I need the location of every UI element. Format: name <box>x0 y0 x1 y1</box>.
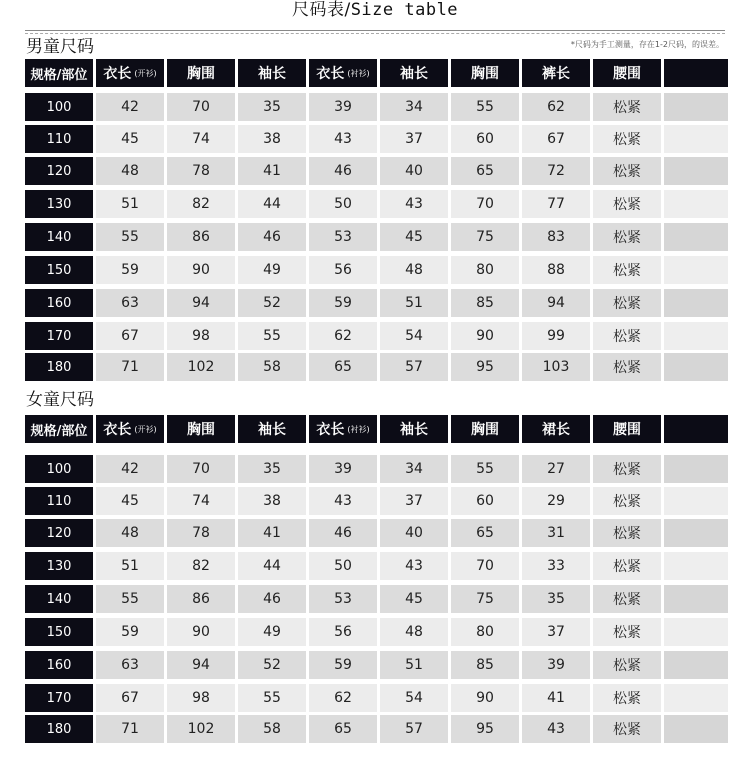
girls-section-title: 女童尺码 <box>26 390 94 410</box>
value-cell: 85 <box>451 651 519 679</box>
value-cell: 43 <box>309 487 377 515</box>
value-cell: 54 <box>380 684 448 712</box>
value-cell: 37 <box>380 125 448 153</box>
value-cell: 松紧 <box>593 223 661 251</box>
value-cell: 松紧 <box>593 684 661 712</box>
girls-header-cell <box>451 415 519 443</box>
value-cell: 松紧 <box>593 618 661 646</box>
blank-cell <box>664 552 728 580</box>
value-cell: 44 <box>238 552 306 580</box>
value-cell: 46 <box>238 223 306 251</box>
value-cell: 60 <box>451 125 519 153</box>
blank-cell <box>664 487 728 515</box>
value-cell: 74 <box>167 487 235 515</box>
value-cell: 52 <box>238 651 306 679</box>
value-cell: 46 <box>309 519 377 547</box>
header-label: 腰围 <box>613 422 641 438</box>
value-cell: 48 <box>96 157 164 185</box>
value-cell: 103 <box>522 353 590 381</box>
blank-cell <box>664 157 728 185</box>
header-label: 袖长 <box>258 66 286 82</box>
value-cell: 86 <box>167 585 235 613</box>
blank-cell <box>664 651 728 679</box>
size-cell: 130 <box>25 190 93 218</box>
value-cell: 松紧 <box>593 125 661 153</box>
value-cell: 95 <box>451 715 519 743</box>
value-cell: 71 <box>96 715 164 743</box>
value-cell: 松紧 <box>593 455 661 483</box>
title-divider-dashed <box>25 33 725 34</box>
value-cell: 70 <box>451 190 519 218</box>
value-cell: 90 <box>167 256 235 284</box>
girls-header-cell <box>238 415 306 443</box>
title-divider <box>25 30 725 31</box>
value-cell: 松紧 <box>593 256 661 284</box>
page-title-cn: 尺码表/ <box>291 0 351 20</box>
header-label: 胸围 <box>471 66 499 82</box>
header-label: 胸围 <box>187 66 215 82</box>
header-label: 裙长 <box>542 422 570 438</box>
value-cell: 88 <box>522 256 590 284</box>
boys-header-cell <box>309 59 377 87</box>
value-cell: 39 <box>309 455 377 483</box>
value-cell: 31 <box>522 519 590 547</box>
value-cell: 松紧 <box>593 585 661 613</box>
value-cell: 55 <box>451 455 519 483</box>
header-label: 裤长 <box>542 66 570 82</box>
size-cell: 120 <box>25 519 93 547</box>
value-cell: 70 <box>167 455 235 483</box>
value-cell: 27 <box>522 455 590 483</box>
value-cell: 59 <box>309 289 377 317</box>
value-cell: 35 <box>238 455 306 483</box>
value-cell: 56 <box>309 256 377 284</box>
size-cell: 140 <box>25 585 93 613</box>
blank-cell <box>664 289 728 317</box>
value-cell: 48 <box>96 519 164 547</box>
value-cell: 50 <box>309 552 377 580</box>
value-cell: 58 <box>238 353 306 381</box>
value-cell: 63 <box>96 651 164 679</box>
value-cell: 54 <box>380 322 448 350</box>
boys-header-cell <box>664 59 728 87</box>
value-cell: 98 <box>167 322 235 350</box>
value-cell: 52 <box>238 289 306 317</box>
header-label: 胸围 <box>471 422 499 438</box>
blank-cell <box>664 618 728 646</box>
value-cell: 78 <box>167 157 235 185</box>
value-cell: 71 <box>96 353 164 381</box>
value-cell: 95 <box>451 353 519 381</box>
header-label: 衣长 <box>316 66 345 82</box>
value-cell: 42 <box>96 455 164 483</box>
value-cell: 43 <box>522 715 590 743</box>
value-cell: 62 <box>309 322 377 350</box>
value-cell: 42 <box>96 93 164 121</box>
header-label: 胸围 <box>187 422 215 438</box>
blank-cell <box>664 93 728 121</box>
value-cell: 55 <box>451 93 519 121</box>
value-cell: 39 <box>522 651 590 679</box>
value-cell: 86 <box>167 223 235 251</box>
value-cell: 37 <box>380 487 448 515</box>
value-cell: 57 <box>380 715 448 743</box>
value-cell: 94 <box>522 289 590 317</box>
header-label: 规格/部位 <box>30 423 88 439</box>
value-cell: 80 <box>451 618 519 646</box>
boys-header-cell <box>522 59 590 87</box>
value-cell: 80 <box>451 256 519 284</box>
value-cell: 48 <box>380 618 448 646</box>
value-cell: 90 <box>451 684 519 712</box>
header-label: 袖长 <box>258 422 286 438</box>
value-cell: 70 <box>167 93 235 121</box>
value-cell: 48 <box>380 256 448 284</box>
value-cell: 松紧 <box>593 157 661 185</box>
value-cell: 57 <box>380 353 448 381</box>
value-cell: 75 <box>451 585 519 613</box>
value-cell: 35 <box>238 93 306 121</box>
value-cell: 72 <box>522 157 590 185</box>
header-label: 衣长 <box>103 422 132 438</box>
value-cell: 松紧 <box>593 322 661 350</box>
header-sublabel: (衬衫) <box>347 68 370 78</box>
boys-section-title: 男童尺码 <box>26 37 94 57</box>
size-cell: 110 <box>25 125 93 153</box>
header-sublabel: (衬衫) <box>347 424 370 434</box>
value-cell: 65 <box>309 715 377 743</box>
boys-header-cell <box>593 59 661 87</box>
value-cell: 松紧 <box>593 715 661 743</box>
value-cell: 50 <box>309 190 377 218</box>
value-cell: 78 <box>167 519 235 547</box>
value-cell: 65 <box>451 157 519 185</box>
blank-cell <box>664 353 728 381</box>
value-cell: 41 <box>238 157 306 185</box>
header-label: 衣长 <box>103 66 132 82</box>
value-cell: 82 <box>167 190 235 218</box>
page-title-en: Size table <box>350 0 459 20</box>
value-cell: 99 <box>522 322 590 350</box>
value-cell: 67 <box>522 125 590 153</box>
value-cell: 43 <box>380 190 448 218</box>
size-cell: 110 <box>25 487 93 515</box>
header-label: 袖长 <box>400 422 428 438</box>
size-cell: 170 <box>25 322 93 350</box>
value-cell: 29 <box>522 487 590 515</box>
value-cell: 102 <box>167 353 235 381</box>
value-cell: 44 <box>238 190 306 218</box>
size-cell: 170 <box>25 684 93 712</box>
girls-header-cell <box>380 415 448 443</box>
boys-header-cell <box>451 59 519 87</box>
value-cell: 55 <box>96 585 164 613</box>
value-cell: 松紧 <box>593 651 661 679</box>
blank-cell <box>664 684 728 712</box>
value-cell: 56 <box>309 618 377 646</box>
value-cell: 松紧 <box>593 289 661 317</box>
value-cell: 102 <box>167 715 235 743</box>
value-cell: 82 <box>167 552 235 580</box>
blank-cell <box>664 125 728 153</box>
page-title <box>0 0 750 20</box>
value-cell: 35 <box>522 585 590 613</box>
value-cell: 41 <box>238 519 306 547</box>
blank-cell <box>664 190 728 218</box>
value-cell: 59 <box>96 618 164 646</box>
value-cell: 45 <box>380 223 448 251</box>
header-sublabel: (开衫) <box>134 68 157 78</box>
blank-cell <box>664 585 728 613</box>
value-cell: 51 <box>96 190 164 218</box>
boys-header-cell <box>96 59 164 87</box>
value-cell: 松紧 <box>593 353 661 381</box>
value-cell: 98 <box>167 684 235 712</box>
value-cell: 46 <box>309 157 377 185</box>
boys-header-cell <box>238 59 306 87</box>
value-cell: 55 <box>238 322 306 350</box>
size-cell: 160 <box>25 289 93 317</box>
value-cell: 松紧 <box>593 519 661 547</box>
value-cell: 55 <box>96 223 164 251</box>
header-sublabel: (开衫) <box>134 424 157 434</box>
value-cell: 85 <box>451 289 519 317</box>
size-cell: 160 <box>25 651 93 679</box>
value-cell: 39 <box>309 93 377 121</box>
blank-cell <box>664 223 728 251</box>
value-cell: 67 <box>96 322 164 350</box>
header-label: 袖长 <box>400 66 428 82</box>
value-cell: 59 <box>96 256 164 284</box>
value-cell: 75 <box>451 223 519 251</box>
blank-cell <box>664 519 728 547</box>
girls-header-cell <box>309 415 377 443</box>
value-cell: 37 <box>522 618 590 646</box>
boys-header-cell <box>167 59 235 87</box>
value-cell: 51 <box>380 289 448 317</box>
value-cell: 67 <box>96 684 164 712</box>
value-cell: 46 <box>238 585 306 613</box>
size-cell: 150 <box>25 618 93 646</box>
value-cell: 74 <box>167 125 235 153</box>
value-cell: 40 <box>380 519 448 547</box>
value-cell: 51 <box>380 651 448 679</box>
boys-header-cell <box>380 59 448 87</box>
girls-header-cell <box>522 415 590 443</box>
value-cell: 65 <box>309 353 377 381</box>
girls-header-cell <box>25 415 93 443</box>
value-cell: 45 <box>96 125 164 153</box>
value-cell: 松紧 <box>593 93 661 121</box>
value-cell: 40 <box>380 157 448 185</box>
value-cell: 94 <box>167 651 235 679</box>
value-cell: 55 <box>238 684 306 712</box>
girls-header-cell <box>593 415 661 443</box>
value-cell: 94 <box>167 289 235 317</box>
size-cell: 100 <box>25 93 93 121</box>
value-cell: 38 <box>238 487 306 515</box>
value-cell: 53 <box>309 585 377 613</box>
blank-cell <box>664 455 728 483</box>
size-cell: 180 <box>25 353 93 381</box>
value-cell: 51 <box>96 552 164 580</box>
value-cell: 62 <box>522 93 590 121</box>
value-cell: 53 <box>309 223 377 251</box>
value-cell: 38 <box>238 125 306 153</box>
girls-header-cell <box>167 415 235 443</box>
boys-header-cell <box>25 59 93 87</box>
value-cell: 41 <box>522 684 590 712</box>
size-cell: 180 <box>25 715 93 743</box>
value-cell: 90 <box>451 322 519 350</box>
girls-header-cell <box>96 415 164 443</box>
value-cell: 49 <box>238 618 306 646</box>
value-cell: 松紧 <box>593 190 661 218</box>
value-cell: 63 <box>96 289 164 317</box>
value-cell: 59 <box>309 651 377 679</box>
header-label: 腰围 <box>613 66 641 82</box>
value-cell: 77 <box>522 190 590 218</box>
value-cell: 松紧 <box>593 487 661 515</box>
value-cell: 60 <box>451 487 519 515</box>
value-cell: 49 <box>238 256 306 284</box>
size-cell: 150 <box>25 256 93 284</box>
girls-header-cell <box>664 415 728 443</box>
value-cell: 34 <box>380 93 448 121</box>
value-cell: 45 <box>96 487 164 515</box>
value-cell: 43 <box>309 125 377 153</box>
header-label: 规格/部位 <box>30 67 88 83</box>
size-cell: 130 <box>25 552 93 580</box>
value-cell: 33 <box>522 552 590 580</box>
value-cell: 62 <box>309 684 377 712</box>
value-cell: 83 <box>522 223 590 251</box>
value-cell: 90 <box>167 618 235 646</box>
value-cell: 45 <box>380 585 448 613</box>
value-cell: 43 <box>380 552 448 580</box>
blank-cell <box>664 256 728 284</box>
header-label: 衣长 <box>316 422 345 438</box>
size-cell: 140 <box>25 223 93 251</box>
blank-cell <box>664 715 728 743</box>
size-cell: 100 <box>25 455 93 483</box>
blank-cell <box>664 322 728 350</box>
size-cell: 120 <box>25 157 93 185</box>
measurement-note: *尺码为手工测量，存在1-2尺码，的误差。 <box>570 40 724 49</box>
value-cell: 58 <box>238 715 306 743</box>
value-cell: 70 <box>451 552 519 580</box>
value-cell: 松紧 <box>593 552 661 580</box>
value-cell: 34 <box>380 455 448 483</box>
value-cell: 65 <box>451 519 519 547</box>
